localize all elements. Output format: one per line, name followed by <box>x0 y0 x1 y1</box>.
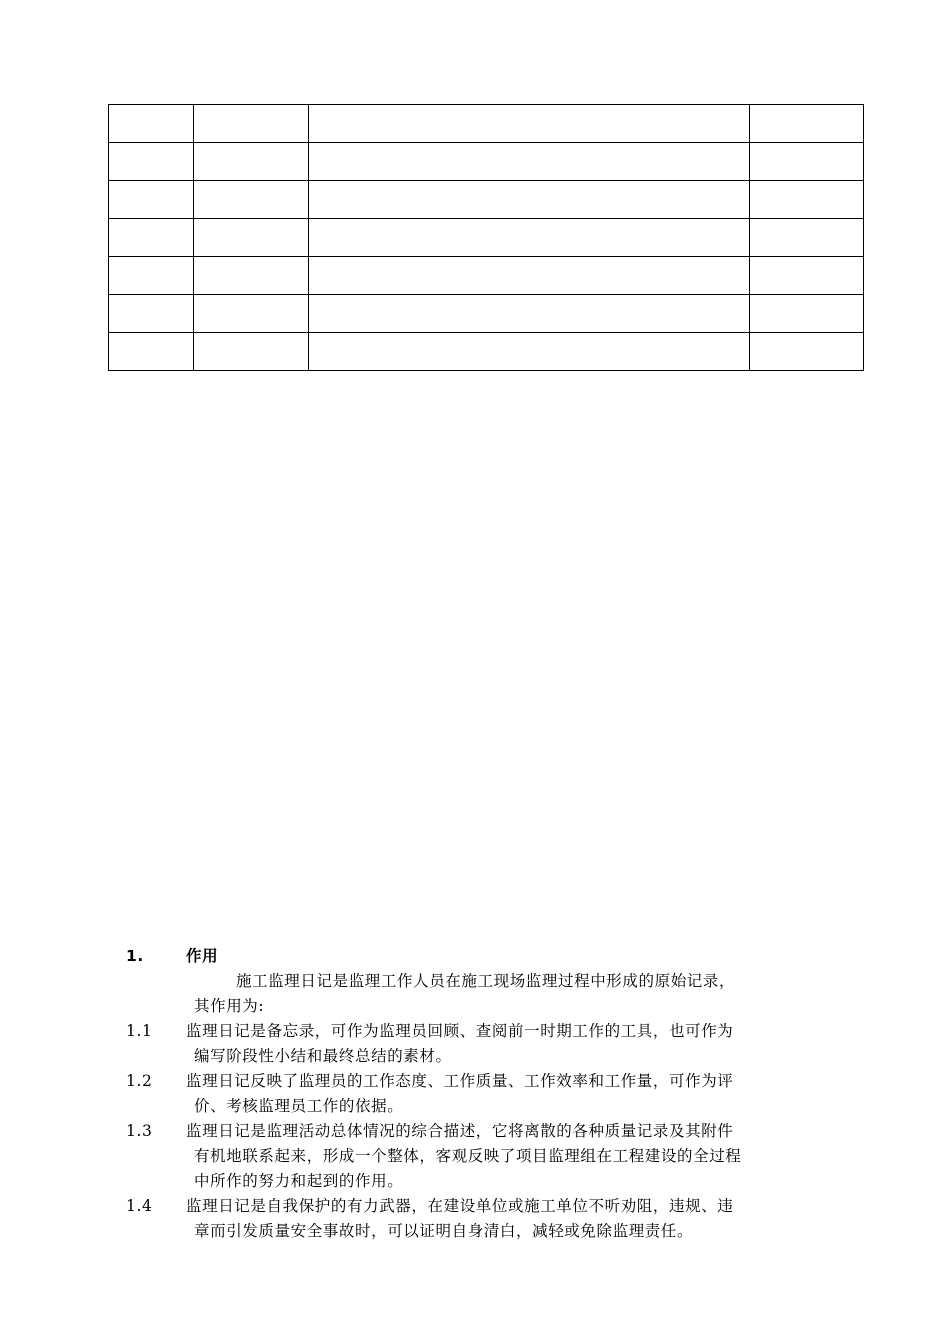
table-cell <box>309 295 750 333</box>
table-cell <box>109 257 194 295</box>
table-cell <box>309 181 750 219</box>
table-cell <box>194 143 309 181</box>
table-cell <box>109 105 194 143</box>
table-cell <box>194 219 309 257</box>
section-title: 作用 <box>186 947 219 965</box>
table-cell <box>750 181 864 219</box>
item-number: 1.3 <box>126 1122 153 1140</box>
list-item <box>126 1194 856 1244</box>
item-line: 编写阶段性小结和最终总结的素材。 <box>194 1047 452 1065</box>
list-item <box>126 1019 856 1069</box>
item-line: 章而引发质量安全事故时，可以证明自身清白，减轻或免除监理责任。 <box>194 1222 694 1240</box>
table-row <box>109 257 864 295</box>
table-row <box>109 105 864 143</box>
list-item <box>126 1069 856 1119</box>
table-row <box>109 333 864 371</box>
table-cell <box>750 105 864 143</box>
table-cell <box>109 143 194 181</box>
item-line: 监理日记是备忘录，可作为监理员回顾、查阅前一时期工作的工具，也可作为 <box>186 1022 734 1040</box>
table-cell <box>309 333 750 371</box>
table-body <box>109 105 864 371</box>
item-line: 价、考核监理员工作的依据。 <box>194 1097 404 1115</box>
item-number: 1.1 <box>126 1022 153 1040</box>
table-cell <box>194 295 309 333</box>
list-item <box>126 1119 856 1194</box>
table-cell <box>750 143 864 181</box>
item-line: 监理日记是监理活动总体情况的综合描述，它将离散的各种质量记录及其附件 <box>186 1122 734 1140</box>
table-cell <box>194 181 309 219</box>
table-cell <box>750 257 864 295</box>
item-body <box>186 1119 856 1194</box>
intro-line: 其作用为: <box>194 997 265 1015</box>
table-cell <box>750 295 864 333</box>
item-body <box>186 1069 856 1119</box>
table-cell <box>750 219 864 257</box>
item-line: 监理日记反映了监理员的工作态度、工作质量、工作效率和工作量，可作为评 <box>186 1072 734 1090</box>
table-cell <box>109 219 194 257</box>
table-cell <box>309 105 750 143</box>
table-cell <box>109 333 194 371</box>
section-number: 1. <box>126 947 144 965</box>
table-cell <box>109 295 194 333</box>
table-cell <box>109 181 194 219</box>
table-cell <box>194 105 309 143</box>
intro-line: 施工监理日记是监理工作人员在施工现场监理过程中形成的原始记录， <box>236 972 736 990</box>
table-row <box>109 295 864 333</box>
section-heading <box>126 944 856 969</box>
table-row <box>109 219 864 257</box>
table-row <box>109 143 864 181</box>
item-number: 1.2 <box>126 1072 153 1090</box>
item-body <box>186 1019 856 1069</box>
table-cell <box>309 219 750 257</box>
table-cell <box>194 333 309 371</box>
item-number: 1.4 <box>126 1197 153 1215</box>
table-cell <box>309 143 750 181</box>
table-row <box>109 181 864 219</box>
table-cell <box>750 333 864 371</box>
item-line: 中所作的努力和起到的作用。 <box>194 1172 404 1190</box>
table-cell <box>309 257 750 295</box>
item-line: 有机地联系起来，形成一个整体，客观反映了项目监理组在工程建设的全过程 <box>194 1147 742 1165</box>
item-line: 监理日记是自我保护的有力武器，在建设单位或施工单位不听劝阻，违规、违 <box>186 1197 734 1215</box>
purpose-section <box>126 944 856 1244</box>
item-body <box>186 1194 856 1244</box>
table-cell <box>194 257 309 295</box>
section-intro <box>126 969 856 1019</box>
empty-log-table <box>108 104 864 371</box>
